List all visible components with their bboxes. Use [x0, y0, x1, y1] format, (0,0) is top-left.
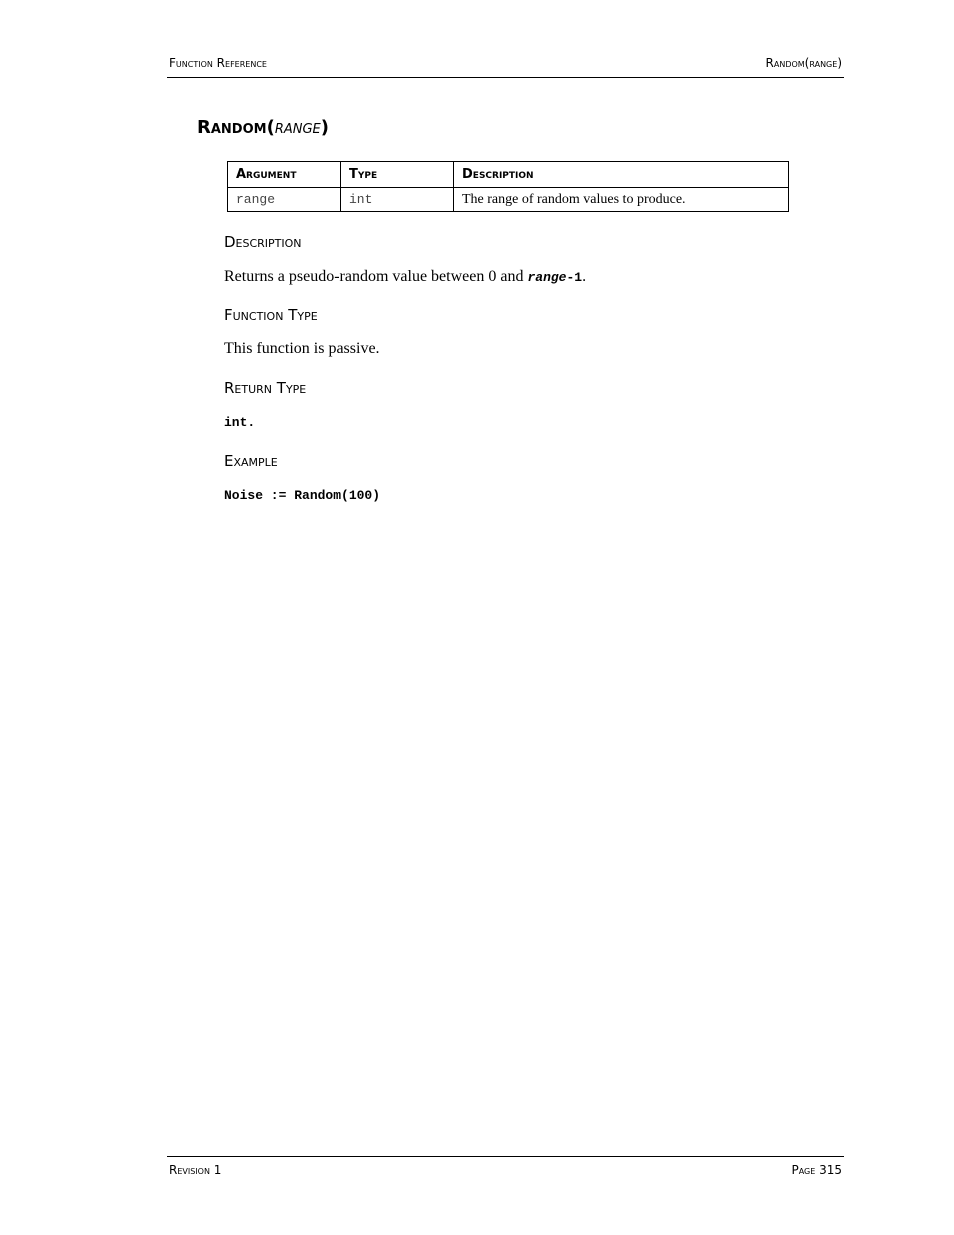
- table-row: [228, 188, 789, 212]
- type-column-header: Type: [341, 162, 454, 188]
- description-column-header: Description: [454, 162, 789, 188]
- argument-column-header: Argument: [228, 162, 341, 188]
- page-footer: [167, 1156, 844, 1181]
- description-code-arg: range: [527, 270, 567, 285]
- example-heading: Example: [224, 452, 278, 470]
- return-type-heading: Return Type: [224, 379, 307, 397]
- header-section-title: Function Reference: [169, 56, 267, 70]
- function-title: [197, 117, 329, 138]
- function-type-text: This function is passive.: [224, 340, 380, 357]
- description-text-end: .: [582, 268, 587, 285]
- argument-cell: range: [228, 188, 341, 212]
- footer-page-number: Page 315: [791, 1163, 842, 1177]
- argument-table-header-row: [228, 162, 789, 188]
- function-title-arg: range: [274, 117, 321, 138]
- function-type-heading: Function Type: [224, 306, 318, 324]
- function-title-name: Random(: [197, 117, 275, 138]
- description-cell: The range of random values to produce.: [454, 188, 789, 212]
- argument-table: [227, 161, 789, 212]
- description-heading: Description: [224, 233, 302, 251]
- description-text-lead: Returns a pseudo-random value between 0 and: [224, 268, 528, 285]
- return-type-text: int.: [224, 415, 256, 430]
- header-function-name: Random(range): [765, 56, 842, 70]
- function-title-close: ): [320, 117, 329, 138]
- type-cell: int: [341, 188, 454, 212]
- description-code-suffix: -1: [566, 270, 583, 285]
- description-text: [224, 268, 586, 286]
- page-header: [167, 55, 844, 78]
- example-code: Noise := Random(100): [224, 488, 381, 503]
- footer-revision: Revision 1: [169, 1163, 222, 1177]
